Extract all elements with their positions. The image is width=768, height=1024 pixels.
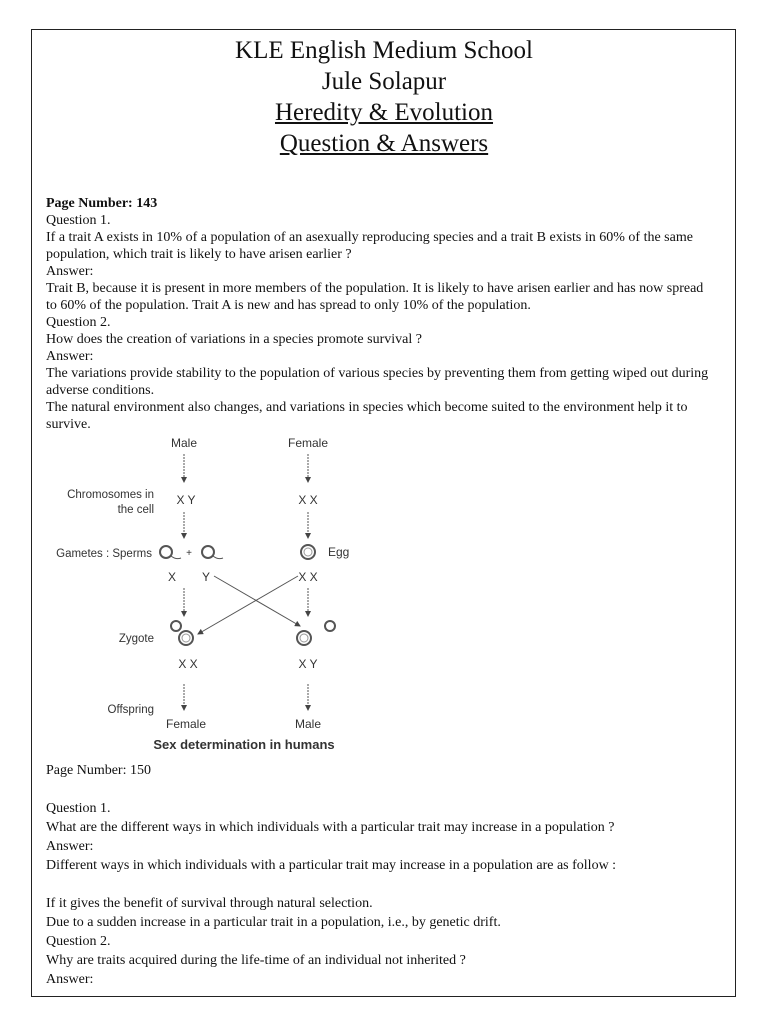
zygote-label: Zygote <box>118 633 154 645</box>
male-label: Male <box>170 436 198 450</box>
offspring-female: Female <box>165 717 207 731</box>
chromosomes-label: Chromosomes in <box>67 489 154 501</box>
page-number-label: Page Number: 143 <box>46 196 158 211</box>
sex-determination-diagram <box>46 430 386 756</box>
zygote-male-icon <box>297 631 311 645</box>
arrow <box>214 576 300 626</box>
chromosomes-label-2: the cell <box>117 504 154 516</box>
sperm-x-icon <box>160 546 172 558</box>
question-label: Question 2. <box>46 934 111 949</box>
egg-icon <box>301 545 315 559</box>
sperm-y-icon <box>202 546 214 558</box>
document-header <box>0 35 768 159</box>
question-label: Question 2. <box>46 315 111 330</box>
question-text: What are the different ways in which individuals with a particular trait may increase in a population ? <box>46 820 615 835</box>
spacer <box>46 874 716 895</box>
subject-title: Heredity & Evolution <box>274 99 494 126</box>
female-chromosomes: X X <box>298 493 318 507</box>
diagram-caption: Sex determination in humans <box>153 737 335 752</box>
sperm-y-label: Y <box>201 570 211 584</box>
doc-type-title: Question & Answers <box>279 130 489 157</box>
sperm-x-label: X <box>167 570 177 584</box>
sperm-tail <box>171 556 181 559</box>
answer-label: Answer: <box>46 839 94 854</box>
answer-text: Different ways in which individuals with a particular trait may increase in a population are as follow : <box>46 858 617 873</box>
arrow <box>198 576 298 634</box>
offspring-male: Male <box>294 717 322 731</box>
section-page-143 <box>46 195 716 433</box>
question-text: If a trait A exists in 10% of a population of an asexually reproducing species and a trait B exists in 60% of the same population, which trait is likely to have arisen earlier ? <box>46 230 693 262</box>
school-location: Jule Solapur <box>321 68 447 95</box>
spacer <box>46 779 716 800</box>
gametes-label: Gametes : Sperms <box>56 548 152 560</box>
zygote-sperm-icon <box>171 621 181 631</box>
zygote-female-chromosomes: X X <box>178 657 198 671</box>
egg-label: Egg <box>328 545 350 559</box>
section-page-150 <box>46 762 716 988</box>
male-chromosomes: X Y <box>176 493 196 507</box>
answer-label: Answer: <box>46 264 94 279</box>
answer-label: Answer: <box>46 972 94 987</box>
zygote-inner <box>182 634 190 642</box>
question-label: Question 1. <box>46 213 111 228</box>
offspring-label: Offspring <box>107 704 154 716</box>
list-item: Due to a sudden increase in a particular trait in a population, i.e., by genetic drift. <box>46 915 501 930</box>
female-label: Female <box>287 436 329 450</box>
answer-text: The variations provide stability to the population of various species by preventing them from getting wiped out during adverse conditions. <box>46 366 709 398</box>
sperm-tail <box>213 556 223 559</box>
question-text: How does the creation of variations in a species promote survival ? <box>46 332 422 347</box>
zygote-male-chromosomes: X Y <box>298 657 318 671</box>
question-text: Why are traits acquired during the life-time of an individual not inherited ? <box>46 953 466 968</box>
answer-text: Trait B, because it is present in more members of the population. It is likely to have arisen earlier and has now spread to 60% of the population. Trait A is new and has spread to only 10% of the population. <box>46 281 704 313</box>
zygote-sperm-icon <box>325 621 335 631</box>
zygote-female-icon <box>179 631 193 645</box>
plus-sign: + <box>186 548 192 559</box>
egg-chromosomes: X X <box>298 570 318 584</box>
answer-text: The natural environment also changes, and variations in species which become suited to the environment help it to survive. <box>46 400 688 432</box>
egg-inner <box>304 548 312 556</box>
page-number-label: Page Number: 150 <box>46 763 151 778</box>
question-label: Question 1. <box>46 801 111 816</box>
answer-label: Answer: <box>46 349 94 364</box>
school-name: KLE English Medium School <box>235 37 533 64</box>
zygote-inner <box>300 634 308 642</box>
list-item: If it gives the benefit of survival through natural selection. <box>46 896 373 911</box>
